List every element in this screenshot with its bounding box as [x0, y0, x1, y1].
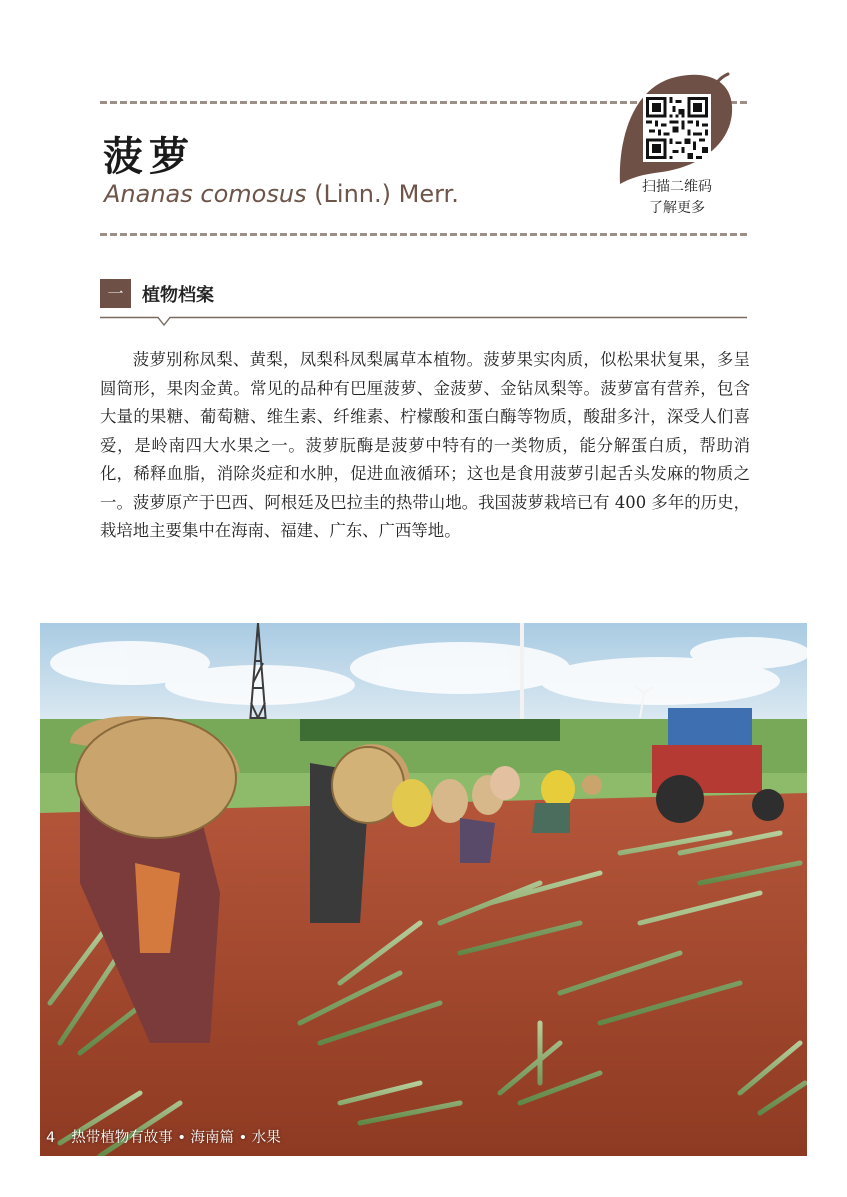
section-title: 植物档案: [142, 285, 214, 306]
page-title-chinese: 菠萝: [103, 133, 195, 180]
qr-caption: [622, 177, 732, 219]
scientific-name-authority: (Linn.) Merr.: [314, 180, 459, 208]
body-paragraph: 菠萝别称凤梨、黄梨，凤梨科凤梨属草本植物。菠萝果实肉质，似松果状复果，多呈圆筒形，果肉金黄。常见的品种有巴厘菠萝、金菠萝、金钻凤梨等。菠萝富有营养，包含大量的果糖、葡萄糖、维生素、纤维素、柠檬酸和蛋白酶等物质，酸甜多汁，深受人们喜爱，是岭南四大水果之一。菠萝朊酶是菠萝中特有的一类物质，能分解蛋白质，帮助消化，稀释血脂，消除炎症和水肿，促进血液循环；这也是食用菠萝引起舌头发麻的物质之一。菠萝原产于巴西、阿根廷及巴拉圭的热带山地。我国菠萝栽培已有 400 多年的历史，栽培地主要集中在海南、福建、广东、广西等地。: [100, 350, 750, 540]
qr-caption-line1: 扫描二维码: [642, 179, 712, 195]
book-title: 热带植物有故事 • 海南篇 • 水果: [71, 1130, 281, 1146]
page-footer: [46, 1126, 281, 1147]
qr-caption-line2: 了解更多: [649, 200, 705, 216]
header-dashed-rule-bottom: [100, 233, 747, 236]
down-caret-icon: [100, 316, 747, 328]
scientific-name: [104, 180, 459, 208]
pineapple-field-photo: [40, 623, 807, 1156]
qr-code[interactable]: [643, 94, 711, 162]
scientific-name-genus-species: Ananas comosus: [104, 180, 307, 208]
section-number: 一: [100, 279, 131, 308]
page-number: 4: [46, 1130, 56, 1146]
